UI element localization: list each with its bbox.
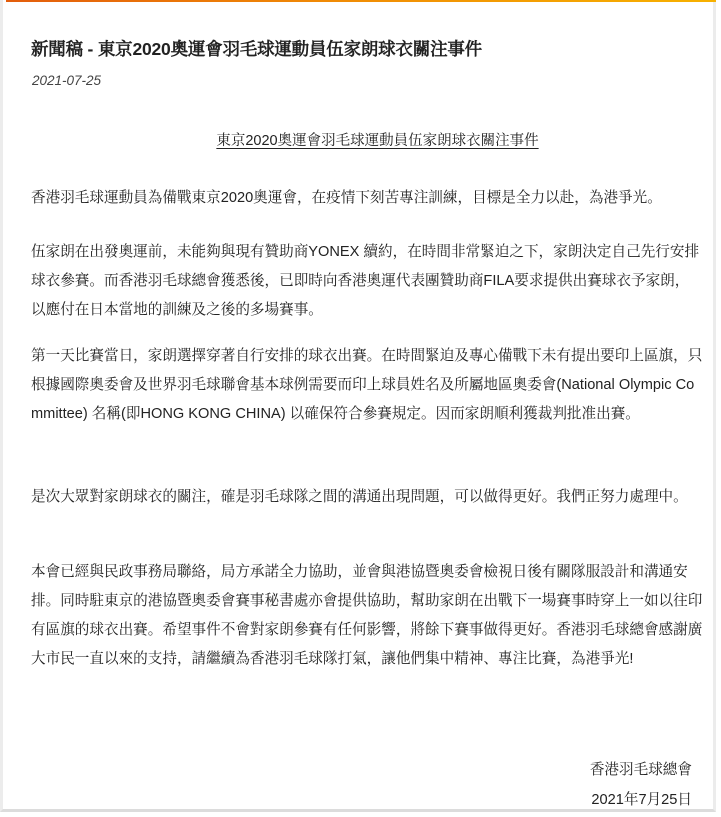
paragraph-1: 香港羽毛球運動員為備戰東京2020奧運會，在疫情下刻苦專注訓練，目標是全力以赴，為港爭光。 [31,190,662,206]
article-subtitle: 東京2020奧運會羽毛球運動員伍家朗球衣關注事件 [216,133,539,149]
paragraph-4: 是次大眾對家朗球衣的關注，確是羽毛球隊之間的溝通出現問題，可以做得更好。我們正努力處理中。 [31,489,688,505]
publish-date: 2021-07-25 [32,73,102,88]
signature-date: 2021年7月25日 [591,792,692,808]
paragraph-5: 本會已經與民政事務局聯絡，局方承諾全力協助，並會與港協暨奧委會檢視日後有關隊服設計和溝通安排。同時駐東京的港協暨奧委會賽事秘書處亦會提供協助，幫助家朗在出戰下一場賽事時穿上一如以往印有區旗的球衣出賽。希望事件不會對家朗參賽有任何影響，將餘下賽事做得更好。香港羽毛球總會感謝廣大市民一直以來的支持，請繼續為香港羽毛球隊打氣，讓他們集中精神、專注比賽，為港爭光! [31,564,703,667]
paragraph-2: 伍家朗在出發奧運前，未能夠與現有贊助商YONEX 續約，在時間非常緊迫之下，家朗決定自己先行安排球衣參賽。而香港羽毛球總會獲悉後，已即時向香港奧運代表團贊助商FILA要求提供出賽球衣予家朗，以應付在日本當地的訓練及之後的多場賽事。 [31,244,700,318]
signature-organization: 香港羽毛球總會 [589,762,692,778]
accent-top-bar [6,0,716,2]
page-title: 新聞稿 - 東京2020奧運會羽毛球運動員伍家朗球衣關注事件 [31,39,482,59]
paragraph-3: 第一天比賽當日，家朗選擇穿著自行安排的球衣出賽。在時間緊迫及專心備戰下未有提出要印上區旗，只根據國際奧委會及世界羽毛球聯會基本球例需要而印上球員姓名及所屬地區奧委會(National Olympic Committee) 名稱(即HONG KONG CHINA) 以確保符合參賽規定。因而家朗順利獲裁判批准出賽。 [31,348,703,422]
